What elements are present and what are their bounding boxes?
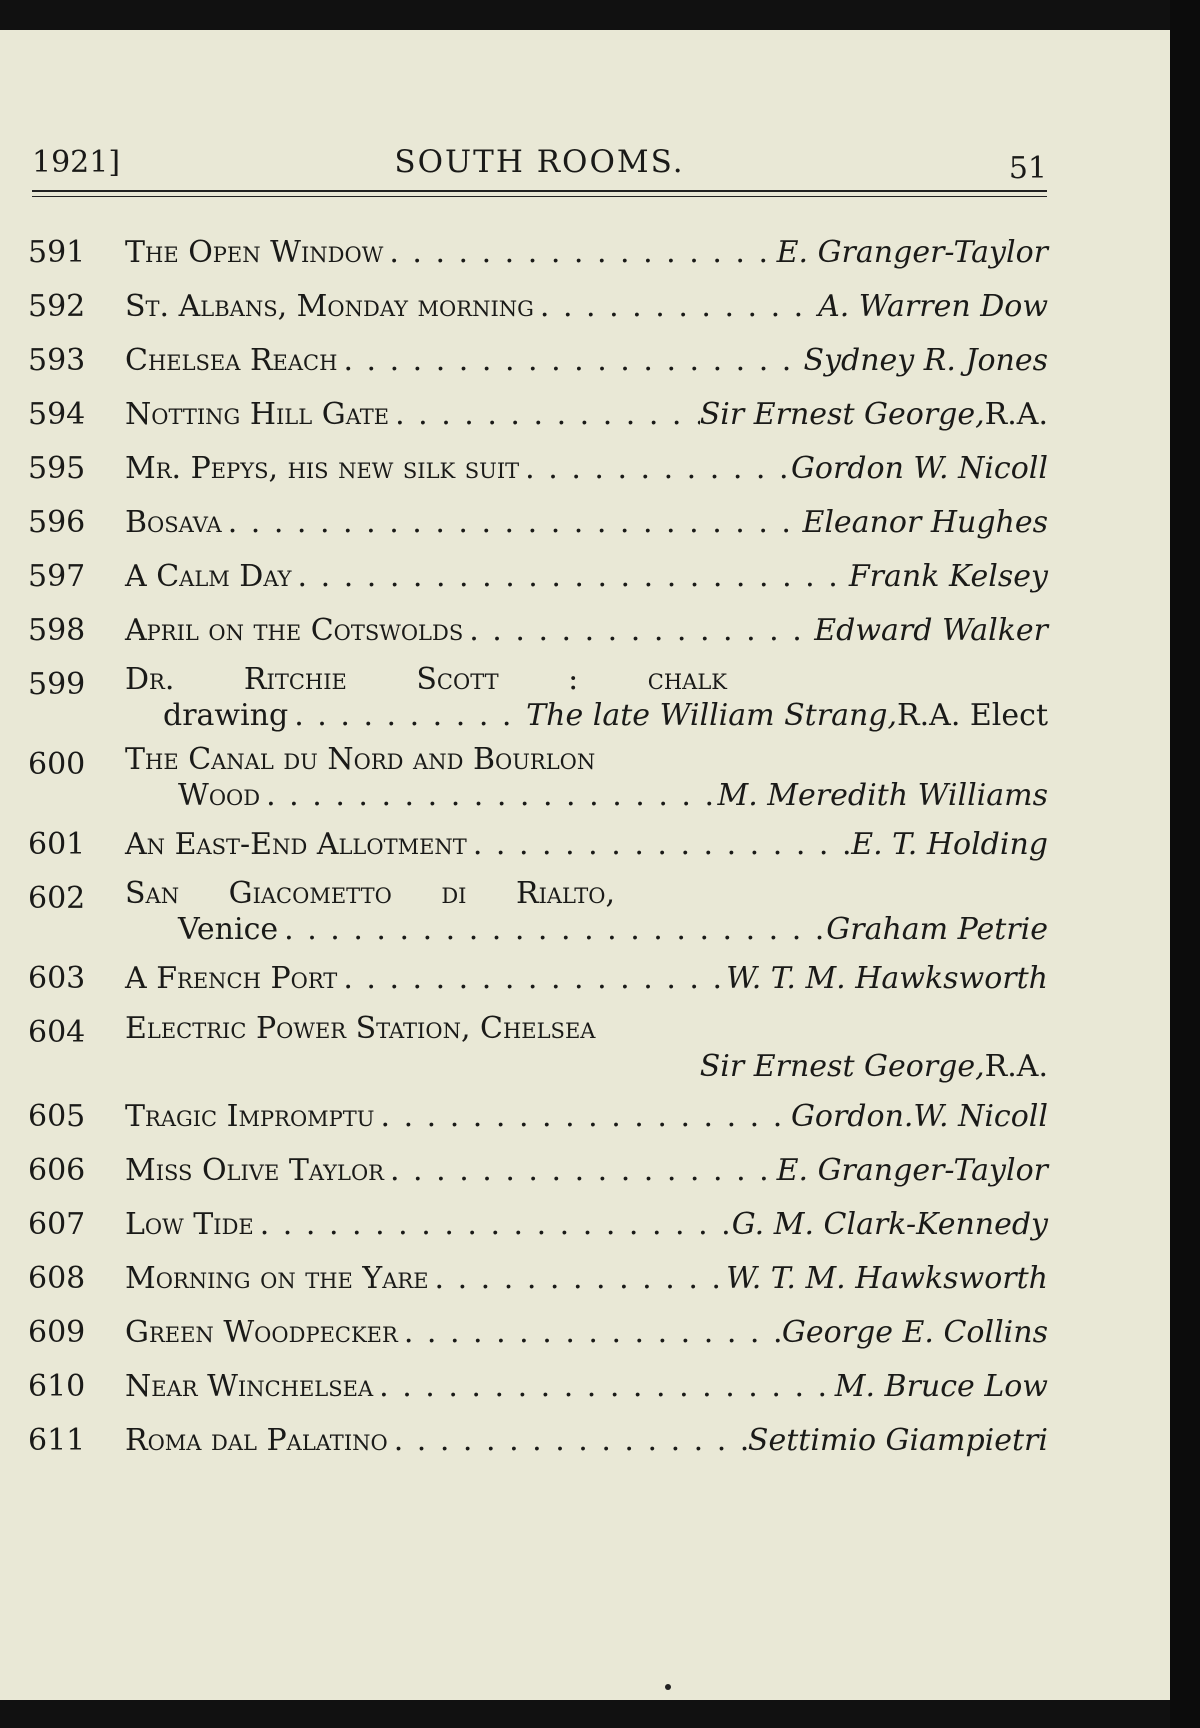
entry-number: 603 — [28, 961, 86, 996]
entry-number: 599 — [28, 667, 86, 702]
running-head — [32, 130, 1047, 186]
list-item — [28, 284, 1048, 330]
entry-artist: M. Meredith Williams — [717, 778, 1048, 813]
entry-artist-suffix: R.A. — [984, 397, 1048, 432]
scan-border — [1170, 0, 1200, 1728]
dot-leader — [389, 392, 700, 438]
dot-leader — [278, 912, 826, 948]
entry-title-line1: Electric Power Station, Chelsea — [125, 1011, 596, 1046]
dot-leader — [373, 1364, 835, 1410]
list-item — [28, 1310, 1048, 1356]
entry-artist: A. Warren Dow — [818, 289, 1048, 324]
list-item — [28, 1364, 1048, 1410]
entry-artist-suffix: R.A. Elect — [897, 698, 1048, 733]
catalogue-page — [0, 30, 1170, 1700]
list-item — [28, 1418, 1048, 1464]
entry-number: 601 — [28, 827, 86, 862]
entry-number: 596 — [28, 505, 86, 540]
entry-number: 597 — [28, 559, 86, 594]
dot-leader — [467, 822, 851, 868]
entry-artist: The late William Strang, — [526, 698, 898, 733]
page-number: 51 — [1008, 151, 1047, 186]
entry-title-line1: San Giacometto di Rialto, — [125, 876, 616, 911]
entry-title: Morning on the Yare — [125, 1261, 429, 1296]
header-rule — [32, 190, 1047, 192]
entry-title: Roma dal Palatino — [125, 1423, 388, 1458]
list-item — [28, 822, 1048, 868]
list-item — [28, 1094, 1048, 1140]
entry-artist-suffix: R.A. — [984, 1049, 1048, 1084]
entry-number: 610 — [28, 1369, 86, 1404]
list-item — [28, 338, 1048, 384]
entry-title: Bosava — [125, 505, 222, 540]
list-item — [28, 500, 1048, 546]
entry-title-line1: Dr. Ritchie Scott : chalk — [125, 662, 727, 697]
dot-leader — [337, 956, 726, 1002]
entry-artist: Gordon.W. Nicoll — [790, 1099, 1048, 1134]
entry-number: 609 — [28, 1315, 86, 1350]
entry-artist: G. M. Clark-Kennedy — [731, 1207, 1048, 1242]
entry-title-line2: drawing — [163, 698, 289, 733]
entry-artist: Sydney R. Jones — [803, 343, 1048, 378]
entry-title: April on the Cotswolds — [125, 613, 464, 648]
list-item — [28, 554, 1048, 600]
entry-number: 608 — [28, 1261, 86, 1296]
entry-artist: E. T. Holding — [851, 827, 1048, 862]
page-mark — [665, 1684, 671, 1690]
list-item — [28, 230, 1048, 276]
dot-leader — [260, 778, 717, 814]
entry-artist: Sir Ernest George, — [699, 397, 985, 432]
entry-title: Tragic Impromptu — [125, 1099, 375, 1134]
dot-leader — [383, 230, 776, 276]
entry-number: 600 — [28, 747, 86, 782]
dot-leader — [388, 1418, 748, 1464]
dot-leader — [534, 284, 818, 330]
entry-title: A French Port — [125, 961, 338, 996]
entry-artist: W. T. M. Hawksworth — [726, 1261, 1048, 1296]
list-item — [28, 1202, 1048, 1248]
header-year: 1921] — [32, 145, 121, 180]
list-item — [28, 956, 1048, 1002]
entry-number: 605 — [28, 1099, 86, 1134]
entry-number: 592 — [28, 289, 86, 324]
entry-artist: M. Bruce Low — [834, 1369, 1048, 1404]
entry-artist: Gordon W. Nicoll — [790, 451, 1048, 486]
entry-title: Notting Hill Gate — [125, 397, 390, 432]
entry-artist: Sir Ernest George, — [699, 1049, 985, 1084]
list-item — [28, 662, 1048, 734]
entry-title-line2: Venice — [178, 912, 279, 947]
entry-number: 591 — [28, 235, 86, 270]
entry-title: Miss Olive Taylor — [125, 1153, 384, 1188]
list-item — [28, 608, 1048, 654]
entry-list — [28, 230, 1048, 1472]
list-item — [28, 876, 1048, 948]
list-item — [28, 392, 1048, 438]
entry-artist: E. Granger-Taylor — [776, 235, 1048, 270]
entry-title: Chelsea Reach — [125, 343, 338, 378]
dot-leader — [337, 338, 803, 384]
entry-number: 595 — [28, 451, 86, 486]
entry-artist: Settimio Giampietri — [747, 1423, 1048, 1458]
dot-leader — [429, 1256, 727, 1302]
dot-leader — [222, 500, 803, 546]
entry-number: 598 — [28, 613, 86, 648]
entry-title: Near Winchelsea — [125, 1369, 374, 1404]
list-item — [28, 1148, 1048, 1194]
entry-title: St. Albans, Monday morning — [125, 289, 534, 324]
entry-artist: Graham Petrie — [826, 912, 1048, 947]
header-rule-thin — [32, 196, 1047, 197]
entry-title: A Calm Day — [125, 559, 292, 594]
entry-title: Low Tide — [125, 1207, 254, 1242]
entry-artist: Frank Kelsey — [848, 559, 1048, 594]
entry-artist: W. T. M. Hawksworth — [726, 961, 1048, 996]
entry-number: 606 — [28, 1153, 86, 1188]
list-item — [28, 446, 1048, 492]
entry-number: 593 — [28, 343, 86, 378]
entry-title: Green Woodpecker — [125, 1315, 398, 1350]
dot-leader — [292, 554, 849, 600]
entry-title-line1: The Canal du Nord and Bourlon — [125, 742, 596, 777]
entry-artist: E. Granger-Taylor — [776, 1153, 1048, 1188]
dot-leader — [398, 1310, 782, 1356]
dot-leader — [375, 1094, 791, 1140]
entry-title: An East-End Allotment — [125, 827, 467, 862]
entry-number: 602 — [28, 881, 86, 916]
list-item — [28, 1010, 1048, 1086]
entry-artist: Eleanor Hughes — [802, 505, 1048, 540]
dot-leader — [384, 1148, 777, 1194]
entry-title: The Open Window — [125, 235, 384, 270]
entry-artist: George E. Collins — [781, 1315, 1048, 1350]
list-item — [28, 742, 1048, 814]
dot-leader — [519, 446, 791, 492]
entry-number: 604 — [28, 1015, 86, 1050]
entry-number: 607 — [28, 1207, 86, 1242]
entry-number: 594 — [28, 397, 86, 432]
entry-title-line2: Wood — [178, 778, 261, 813]
entry-title: Mr. Pepys, his new silk suit — [125, 451, 520, 486]
entry-number: 611 — [28, 1423, 86, 1458]
entry-artist: Edward Walker — [814, 613, 1048, 648]
header-title: SOUTH ROOMS. — [394, 144, 685, 180]
dot-leader — [288, 698, 526, 734]
list-item — [28, 1256, 1048, 1302]
dot-leader — [463, 608, 814, 654]
dot-leader — [254, 1202, 732, 1248]
